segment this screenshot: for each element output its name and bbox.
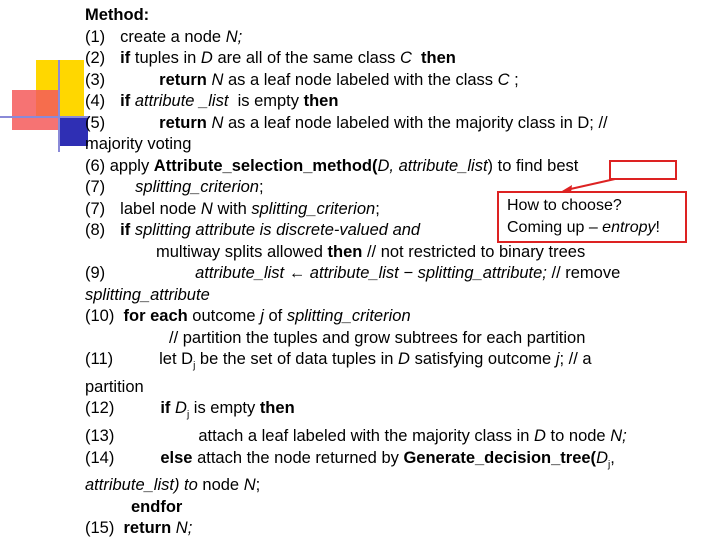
step-11: (11) let $D_j$ be the set of data tuples in D satisfying outcome j; // a	[85, 350, 592, 372]
step-3: (3) return N as a leaf node labeled with the class C ;	[85, 70, 519, 89]
step-8-cont: multiway splits allowed then // not restricted to binary trees	[156, 242, 586, 261]
step-9: (9) attribute_list ← attribute_list − splitting_attribute; // remove	[85, 264, 621, 282]
step-12: (12) if $D_j$ is empty then	[85, 399, 295, 421]
step-8: (8) if splitting attribute is discrete-valued and	[85, 221, 421, 239]
step-2: (2) if tuples in D are all of the same class C then	[85, 49, 456, 67]
decorative-blue-square	[58, 118, 88, 146]
step-14-cont: attribute_list) to node N;	[85, 476, 261, 495]
step-7b: (7) label node N with splitting_criterion;	[85, 199, 380, 218]
step-10-cont: // partition the tuples and grow subtrees for each partition	[169, 328, 586, 347]
method-heading: Method:	[85, 6, 150, 24]
algorithm-text	[85, 5, 705, 540]
step-9-cont: splitting_attribute	[85, 285, 210, 304]
step-5: (5) return N as a leaf node labeled with the majority class in D; //	[85, 113, 608, 132]
step-13: (13) attach a leaf labeled with the majority class in D to node N;	[85, 427, 627, 446]
step-11-cont: partition	[85, 377, 144, 396]
step-4: (4) if attribute _list is empty then	[85, 92, 339, 110]
step-15: (15) return N;	[85, 519, 193, 538]
callout-line-2: Coming up – entropy!	[507, 219, 660, 236]
decorative-vertical-line	[58, 60, 60, 152]
callout-line-1: How to choose?	[507, 197, 622, 214]
step-6: (6) apply Attribute_selection_method(D, attribute_list) to find best	[85, 156, 579, 175]
step-10: (10) for each outcome j of splitting_criterion	[85, 307, 411, 325]
decorative-red-square	[12, 90, 60, 130]
step-7a: (7) splitting_criterion;	[85, 178, 264, 196]
endfor-line: endfor	[131, 497, 183, 516]
step-1: (1) create a node N;	[85, 27, 243, 46]
decorative-horizontal-line	[0, 116, 90, 118]
callout-box	[497, 191, 687, 243]
step-14: (14) else attach the node returned by $Generate\_decision\_tree(D_j$,	[85, 448, 615, 470]
step-5-cont: majority voting	[85, 135, 192, 153]
